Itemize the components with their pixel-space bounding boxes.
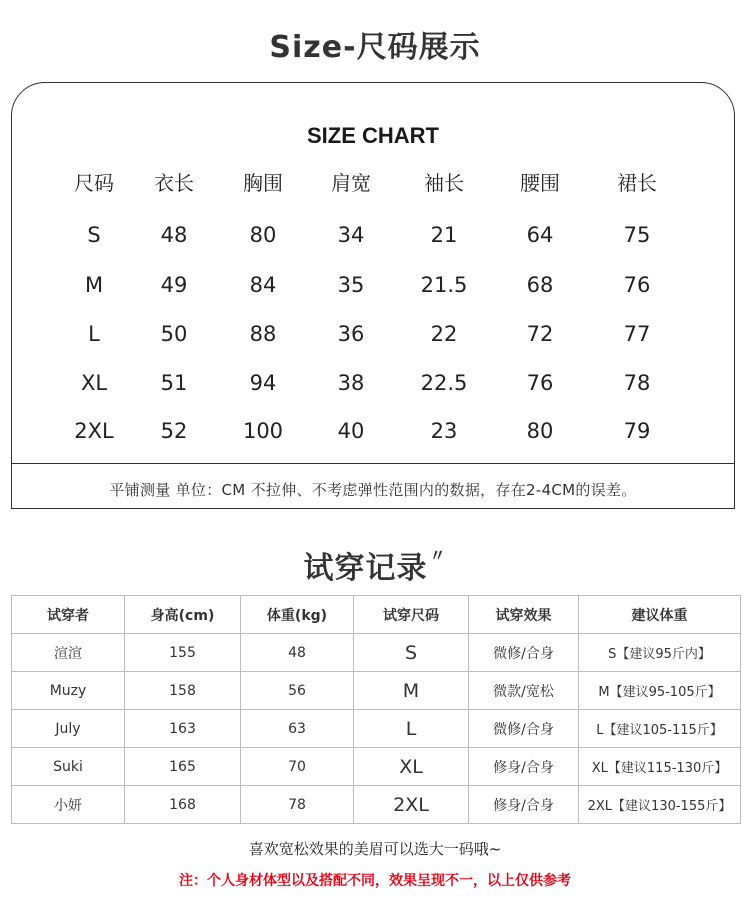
cell-weight: 63: [241, 710, 354, 748]
header-tester: 试穿者: [12, 596, 125, 634]
chart-cell-size: M: [84, 273, 104, 297]
chart-cell-skirt: 77: [623, 322, 651, 346]
chart-cell-size: 2XL: [74, 419, 114, 443]
chart-cell-sleeve: 21: [430, 223, 458, 247]
header-recommend: 建议体重: [579, 596, 741, 634]
header-size: 试穿尺码: [354, 596, 469, 634]
chart-cell-skirt: 79: [623, 419, 651, 443]
chart-cell-bust: 80: [249, 223, 277, 247]
chart-cell-bust: 94: [249, 371, 277, 395]
chart-header-length: 衣长: [154, 171, 194, 195]
chart-cell-waist: 68: [526, 273, 554, 297]
cell-recommend: S【建议95斤内】: [579, 634, 741, 672]
cell-tester: 小妍: [12, 786, 125, 824]
chart-header-sleeve: 袖长: [424, 171, 464, 195]
chart-cell-bust: 88: [249, 322, 277, 346]
cell-height: 155: [125, 634, 241, 672]
chart-cell-waist: 64: [526, 223, 554, 247]
title-decoration: 〃: [429, 546, 447, 565]
fit-section-title: [0, 543, 750, 587]
chart-cell-skirt: 75: [623, 223, 651, 247]
cell-effect: 修身/合身: [469, 748, 579, 786]
chart-header-waist: 腰围: [520, 171, 560, 195]
chart-cell-shoulder: 35: [337, 273, 365, 297]
cell-effect: 微修/合身: [469, 710, 579, 748]
chart-cell-bust: 100: [242, 419, 284, 443]
cell-recommend: L【建议105-115斤】: [579, 710, 741, 748]
cell-recommend: M【建议95-105斤】: [579, 672, 741, 710]
chart-cell-length: 49: [160, 273, 188, 297]
cell-height: 168: [125, 786, 241, 824]
chart-header-bust: 胸围: [243, 171, 283, 195]
fit-record-table: [11, 595, 741, 824]
fit-table-header-row: [12, 596, 741, 634]
chart-cell-size: XL: [80, 371, 108, 395]
chart-cell-waist: 80: [526, 419, 554, 443]
cell-size: XL: [354, 748, 469, 786]
chart-cell-bust: 84: [249, 273, 277, 297]
chart-cell-size: S: [87, 223, 101, 247]
table-row: [12, 710, 741, 748]
size-tip: 喜欢宽松效果的美眉可以选大一码哦~: [248, 840, 502, 858]
cell-size: 2XL: [354, 786, 469, 824]
chart-cell-shoulder: 36: [337, 322, 365, 346]
chart-cell-sleeve: 22.5: [420, 371, 468, 395]
fit-section-title-text: 试穿记录: [303, 551, 428, 586]
chart-cell-sleeve: 22: [430, 322, 458, 346]
cell-height: 163: [125, 710, 241, 748]
cell-height: 158: [125, 672, 241, 710]
chart-cell-waist: 76: [526, 371, 554, 395]
chart-cell-length: 50: [160, 322, 188, 346]
table-row: [12, 672, 741, 710]
cell-tester: 渲渲: [12, 634, 125, 672]
size-chart-panel: [11, 82, 735, 509]
cell-size: L: [354, 710, 469, 748]
chart-cell-length: 51: [160, 371, 188, 395]
chart-cell-length: 52: [160, 419, 188, 443]
chart-cell-waist: 72: [526, 322, 554, 346]
chart-header-shoulder: 肩宽: [331, 171, 371, 195]
cell-weight: 70: [241, 748, 354, 786]
chart-cell-shoulder: 34: [337, 223, 365, 247]
cell-tester: Muzy: [12, 672, 125, 710]
chart-header-size: 尺码: [74, 171, 114, 195]
cell-size: M: [354, 672, 469, 710]
cell-effect: 修身/合身: [469, 786, 579, 824]
chart-cell-skirt: 78: [623, 371, 651, 395]
header-height: 身高(cm): [125, 596, 241, 634]
cell-weight: 78: [241, 786, 354, 824]
cell-weight: 56: [241, 672, 354, 710]
chart-cell-size: L: [88, 322, 100, 346]
cell-recommend: 2XL【建议130-155斤】: [579, 786, 741, 824]
header-effect: 试穿效果: [469, 596, 579, 634]
table-row: [12, 634, 741, 672]
cell-effect: 微修/合身: [469, 634, 579, 672]
chart-cell-sleeve: 21.5: [420, 273, 468, 297]
cell-tester: Suki: [12, 748, 125, 786]
chart-cell-sleeve: 23: [430, 419, 458, 443]
header-weight: 体重(kg): [241, 596, 354, 634]
chart-cell-length: 48: [160, 223, 188, 247]
size-section-title: Size-尺码展示: [269, 30, 481, 65]
disclaimer-note: 注：个人身材体型以及搭配不同，效果呈现不一，以上仅供参考: [179, 873, 571, 889]
chart-header-skirt: 裙长: [617, 171, 657, 195]
cell-height: 165: [125, 748, 241, 786]
table-row: [12, 786, 741, 824]
chart-cell-shoulder: 40: [337, 419, 365, 443]
cell-tester: July: [12, 710, 125, 748]
chart-cell-shoulder: 38: [337, 371, 365, 395]
chart-divider: [12, 463, 734, 464]
cell-size: S: [354, 634, 469, 672]
table-row: [12, 748, 741, 786]
size-chart-title: SIZE CHART: [307, 123, 439, 148]
cell-effect: 微款/宽松: [469, 672, 579, 710]
chart-cell-skirt: 76: [623, 273, 651, 297]
cell-weight: 48: [241, 634, 354, 672]
cell-recommend: XL【建议115-130斤】: [579, 748, 741, 786]
measurement-note: 平铺测量 单位：CM 不拉伸、不考虑弹性范围内的数据，存在2-4CM的误差。: [109, 481, 637, 499]
